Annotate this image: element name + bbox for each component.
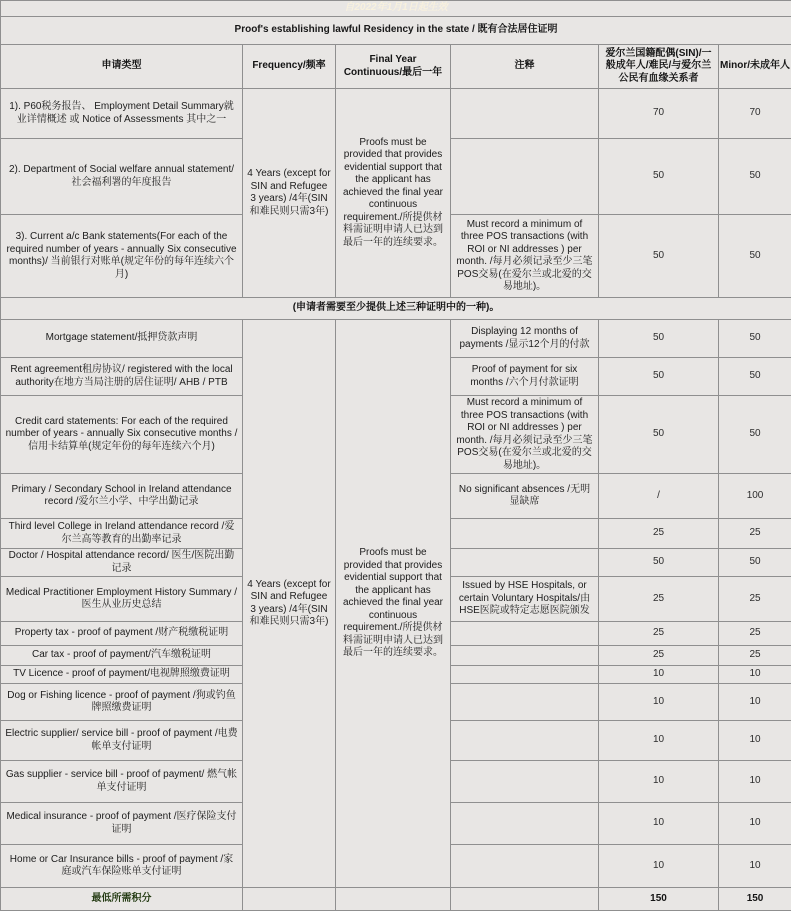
adult-points-cell: 50 [599,549,719,577]
minimum-points-label: 最低所需积分 [1,888,243,911]
doc-type-cell: TV Licence - proof of payment/电视牌照缴费证明 [1,666,243,684]
doc-type-cell: Car tax - proof of payment/汽车缴税证明 [1,646,243,666]
doc-type-cell: Doctor / Hospital attendance record/ 医生/医院出勤记录 [1,549,243,577]
note-cell [451,549,599,577]
table-row [1,1,791,17]
frequency-cell: 4 Years (except for SIN and Refugee 3 years) /4年(SIN和难民则只需3年) [243,89,336,298]
adult-points-cell: 10 [599,845,719,888]
frequency-cell: 4 Years (except for SIN and Refugee 3 years) /4年(SIN和难民则只需3年) [243,320,336,888]
minor-points-cell: 10 [719,803,791,845]
col-header-final-year: Final Year Continuous/最后一年 [336,45,451,89]
doc-type-cell: 3). Current a/c Bank statements(For each of the required number of years - annually Six consecutive months)/ 当前银行对账单(规定年份的每年连续六个月) [1,215,243,298]
minor-points-cell: 50 [719,139,791,215]
final-year-cell: Proofs must be provided that provides evidential support that the applicant has achieved the final year continuous requirement./所提供材料需证明申请人已达到最后一年的连续要求。 [336,89,451,298]
minor-points-cell: 50 [719,320,791,358]
table-row [1,89,791,139]
doc-type-cell: Primary / Secondary School in Ireland attendance record /爱尔兰小学、中学出勤记录 [1,474,243,519]
adult-points-cell: 25 [599,577,719,622]
note-cell [451,666,599,684]
note-cell [451,519,599,549]
header-row [1,45,791,89]
note-cell: Must record a minimum of three POS transactions (with ROI or NI addresses ) per month. /每月必须记录至少三笔POS交易(在爱尔兰或北爱的交易地址)。 [451,396,599,474]
note-cell: Must record a minimum of three POS transactions (with ROI or NI addresses ) per month. /每月必须记录至少三笔POS交易(在爱尔兰或北爱的交易地址)。 [451,215,599,298]
note-cell [451,139,599,215]
adult-points-cell: 25 [599,646,719,666]
footer-empty-cell [243,888,336,911]
minor-points-cell: 10 [719,721,791,761]
adult-points-cell: 10 [599,761,719,803]
doc-type-cell: Property tax - proof of payment /财产税缴税证明 [1,622,243,646]
doc-type-cell: Third level College in Ireland attendance record /爱尔兰高等教育的出勤率记录 [1,519,243,549]
adult-points-cell: 10 [599,666,719,684]
footer-empty-cell [336,888,451,911]
minor-points-cell: 25 [719,622,791,646]
doc-type-cell: Credit card statements: For each of the required number of years - annually Six consecutive months / 信用卡结算单(规定年份的每年连续六个月) [1,396,243,474]
adult-points-cell: / [599,474,719,519]
effective-date-banner: 自2022年1月1日起生效 [1,1,791,17]
note-cell: Displaying 12 months of payments /显示12个月的付款 [451,320,599,358]
adult-points-cell: 50 [599,215,719,298]
note-cell [451,761,599,803]
minor-points-cell: 100 [719,474,791,519]
col-header-minor-points: Minor/未成年人 [719,45,791,89]
minor-points-cell: 70 [719,89,791,139]
separator-note: (申请者需要至少提供上述三种证明中的一种)。 [1,298,791,320]
note-cell [451,89,599,139]
note-cell: Issued by HSE Hospitals, or certain Voluntary Hospitals/由HSE医院或特定志愿医院颁发 [451,577,599,622]
doc-type-cell: Medical Practitioner Employment History Summary / 医生从业历史总结 [1,577,243,622]
col-header-type: 申请类型 [1,45,243,89]
table-row [1,320,791,358]
adult-points-cell: 10 [599,803,719,845]
footer-row [1,888,791,911]
final-year-cell: Proofs must be provided that provides evidential support that the applicant has achieved the final year continuous requirement./所提供材料需证明申请人已达到最后一年的连续要求。 [336,320,451,888]
adult-points-cell: 50 [599,396,719,474]
note-cell [451,721,599,761]
adult-points-cell: 70 [599,89,719,139]
minor-points-cell: 25 [719,519,791,549]
doc-type-cell: Rent agreement租房协议/ registered with the local authority在地方当局注册的居住证明/ AHB / PTB [1,358,243,396]
doc-type-cell: Home or Car Insurance bills - proof of payment /家庭或汽车保险账单支付证明 [1,845,243,888]
note-cell: Proof of payment for six months /六个月付款证明 [451,358,599,396]
col-header-frequency: Frequency/频率 [243,45,336,89]
table-row [1,298,791,320]
adult-points-cell: 50 [599,320,719,358]
table-row [1,17,791,45]
minor-points-cell: 50 [719,549,791,577]
doc-type-cell: 2). Department of Social welfare annual statement/社会福利署的年度报告 [1,139,243,215]
table-title: Proof's establishing lawful Residency in the state / 既有合法居住证明 [1,17,791,45]
adult-points-cell: 10 [599,721,719,761]
minimum-points-adult: 150 [599,888,719,911]
adult-points-cell: 25 [599,519,719,549]
note-cell [451,845,599,888]
adult-points-cell: 10 [599,684,719,721]
minor-points-cell: 10 [719,761,791,803]
note-cell [451,622,599,646]
minor-points-cell: 25 [719,646,791,666]
doc-type-cell: Dog or Fishing licence - proof of payment /狗或钓鱼牌照缴费证明 [1,684,243,721]
doc-type-cell: Gas supplier - service bill - proof of payment/ 燃气帐单支付证明 [1,761,243,803]
minor-points-cell: 25 [719,577,791,622]
note-cell [451,684,599,721]
minor-points-cell: 50 [719,396,791,474]
note-cell: No significant absences /无明显缺席 [451,474,599,519]
doc-type-cell: Medical insurance - proof of payment /医疗保险支付证明 [1,803,243,845]
note-cell [451,646,599,666]
note-cell [451,803,599,845]
minor-points-cell: 50 [719,215,791,298]
adult-points-cell: 50 [599,358,719,396]
adult-points-cell: 25 [599,622,719,646]
minor-points-cell: 10 [719,684,791,721]
minor-points-cell: 10 [719,845,791,888]
col-header-adult-points: 爱尔兰国籍配偶(SIN)/一般成年人/难民/与爱尔兰公民有血缘关系者 [599,45,719,89]
footer-empty-cell [451,888,599,911]
doc-type-cell: 1). P60税务报告、 Employment Detail Summary就业详情概述 或 Notice of Assessments 其中之一 [1,89,243,139]
doc-type-cell: Electric supplier/ service bill - proof of payment /电费帐单支付证明 [1,721,243,761]
adult-points-cell: 50 [599,139,719,215]
doc-type-cell: Mortgage statement/抵押贷款声明 [1,320,243,358]
minimum-points-minor: 150 [719,888,791,911]
minor-points-cell: 10 [719,666,791,684]
col-header-notes: 注释 [451,45,599,89]
minor-points-cell: 50 [719,358,791,396]
